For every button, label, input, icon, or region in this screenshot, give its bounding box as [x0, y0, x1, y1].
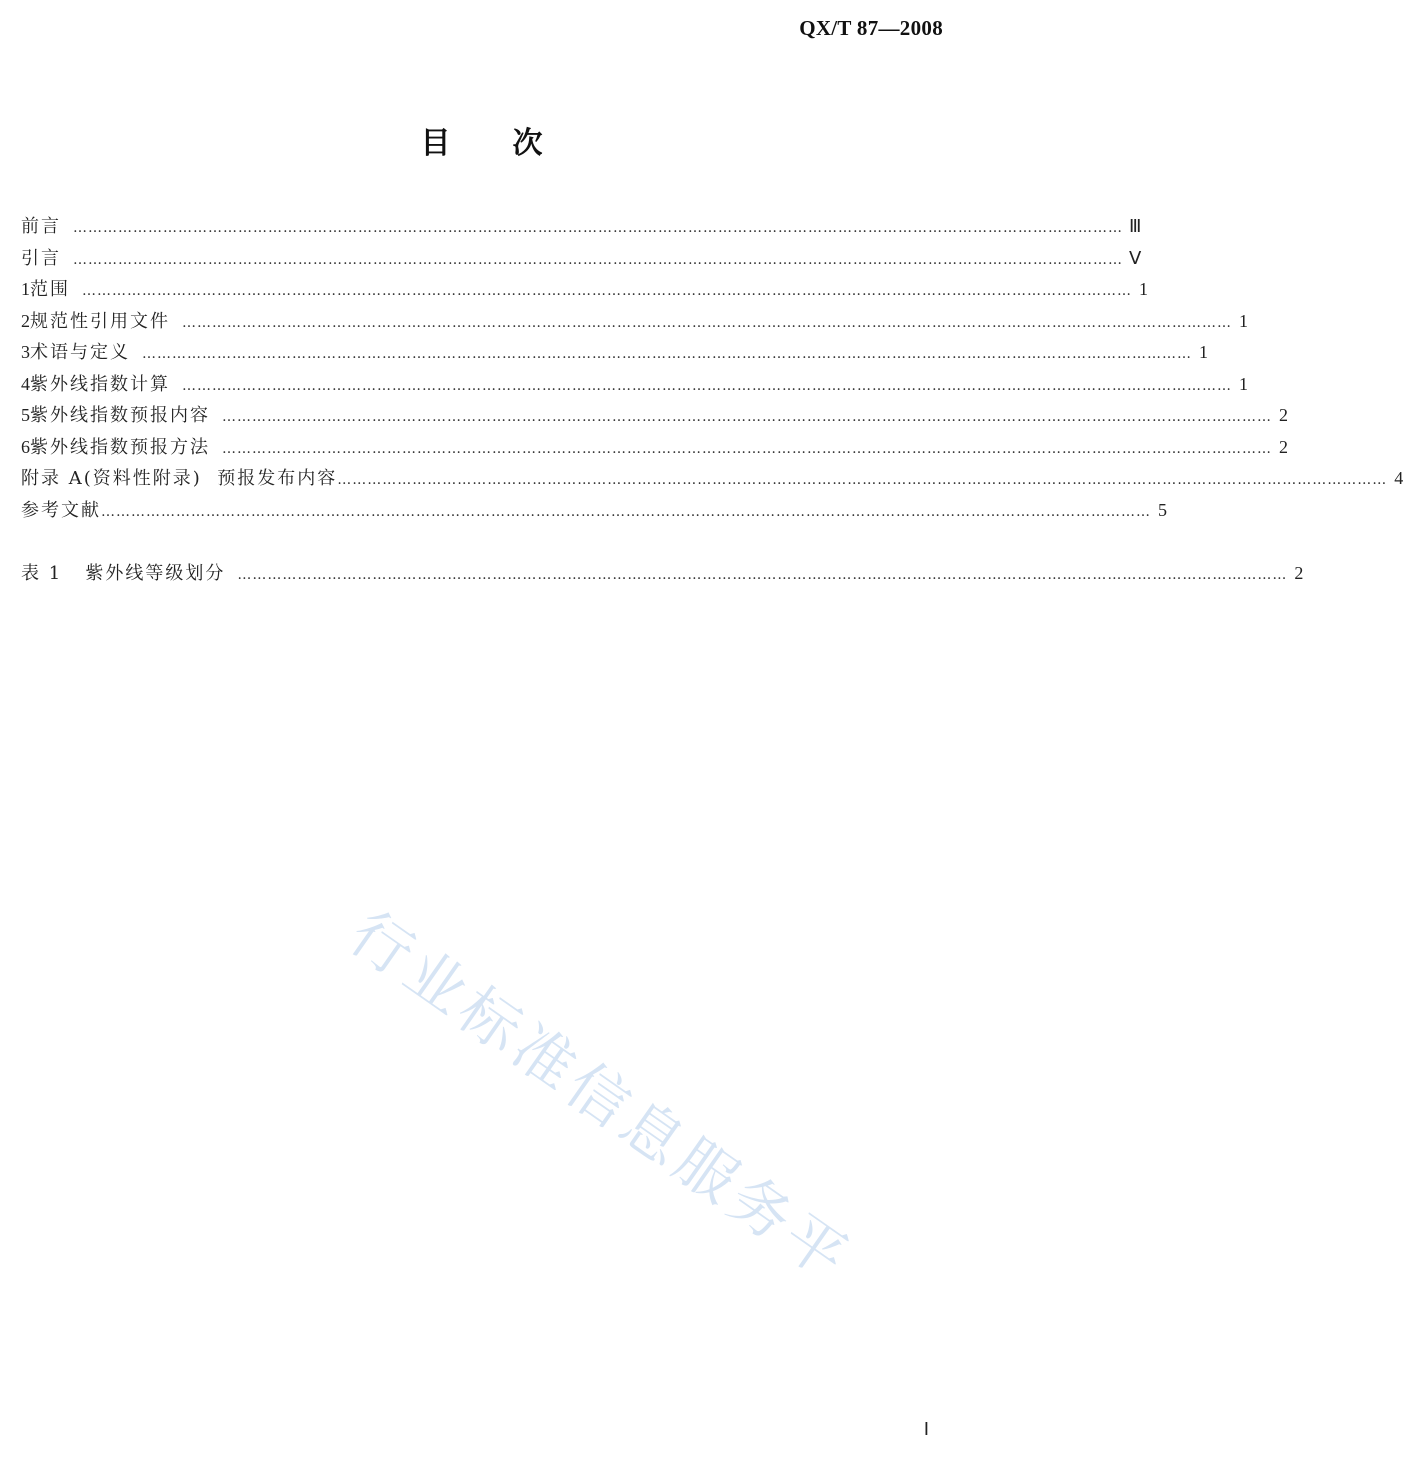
dot-leader: ………………………………………………………………………………………………………………………………………………………………………………………… — [73, 220, 1123, 236]
toc-entry-page: 5 — [1158, 499, 1167, 520]
toc-entry-normative-references[interactable] — [21, 306, 1248, 338]
toc-entry-number: 6 — [21, 436, 30, 457]
toc-entry-label: 引言 — [21, 247, 61, 269]
toc-entry-table-1[interactable] — [21, 558, 1304, 590]
toc-entry-label: 紫外线指数预报方法 — [30, 436, 210, 458]
toc-entry-page: 4 — [1394, 468, 1403, 488]
toc-entry-label: 规范性引用文件 — [30, 310, 170, 332]
toc-entry-label: 术语与定义 — [30, 342, 130, 363]
toc-entry-page: 1 — [1199, 342, 1208, 362]
toc-entry-number: 3 — [21, 342, 30, 362]
toc-entry-label: 参考文献 — [21, 499, 101, 521]
toc-entry-introduction[interactable] — [21, 243, 1142, 275]
dot-leader: ………………………………………………………………………………………………………………………………………………………………………………………… — [73, 251, 1123, 268]
toc-entry-label: 范围 — [30, 279, 70, 300]
toc-entry-forecast-method[interactable] — [21, 432, 1288, 464]
dot-leader: ………………………………………………………………………………………………………………………………………………………………………………………… — [101, 503, 1151, 520]
toc-entry-page: 2 — [1279, 436, 1288, 457]
toc-entry-page: Ⅲ — [1129, 216, 1142, 236]
toc-entry-number: 2 — [21, 310, 30, 331]
dot-leader: ………………………………………………………………………………………………………………………………………………………………………………………… — [237, 567, 1288, 583]
table-of-contents — [21, 211, 1403, 590]
dot-leader: ………………………………………………………………………………………………………………………………………………………………………………………… — [182, 314, 1232, 331]
toc-entry-number: 4 — [21, 373, 30, 394]
toc-entry-terms-definitions[interactable] — [21, 337, 1208, 369]
toc-entry-appendix-a[interactable] — [21, 463, 1403, 495]
dot-leader: ………………………………………………………………………………………………………………………………………………………………………………………… — [142, 346, 1192, 362]
toc-entry-page: 1 — [1239, 310, 1248, 331]
dot-leader: ………………………………………………………………………………………………………………………………………………………………………………………… — [337, 472, 1388, 488]
dot-leader: ………………………………………………………………………………………………………………………………………………………………………………………… — [182, 377, 1232, 394]
toc-entry-number: 1 — [21, 279, 30, 299]
toc-entry-forecast-content[interactable] — [21, 400, 1288, 432]
page-number: Ⅰ — [923, 1419, 929, 1439]
toc-entry-page: Ⅴ — [1129, 247, 1142, 268]
watermark: 行业标准信息服务平 — [337, 898, 864, 1297]
toc-entry-page: 2 — [1279, 405, 1288, 425]
toc-section-gap — [21, 526, 943, 558]
dot-leader: ………………………………………………………………………………………………………………………………………………………………………………………… — [222, 440, 1272, 457]
toc-entry-scope[interactable] — [21, 274, 1148, 306]
toc-entry-page: 2 — [1294, 563, 1304, 583]
toc-entry-foreword[interactable] — [21, 211, 1142, 243]
toc-entry-label: 附录 A(资料性附录) 预报发布内容 — [21, 468, 338, 489]
toc-entry-label: 紫外线指数计算 — [30, 373, 170, 395]
toc-entry-bibliography[interactable] — [21, 495, 1167, 527]
dot-leader: ………………………………………………………………………………………………………………………………………………………………………………………… — [222, 409, 1272, 425]
standard-code: QX/T 87—2008 — [799, 16, 943, 40]
title-part-1: 目 — [420, 126, 451, 161]
toc-entry-number: 5 — [21, 405, 30, 425]
page-title — [0, 118, 963, 162]
toc-entry-uv-index-calculation[interactable] — [21, 369, 1248, 401]
dot-leader: ………………………………………………………………………………………………………………………………………………………………………………………… — [82, 283, 1132, 299]
toc-entry-page: 1 — [1139, 279, 1148, 299]
toc-entry-label: 前言 — [21, 216, 61, 237]
toc-entry-label: 表 1 紫外线等级划分 — [21, 563, 226, 584]
toc-entry-label: 紫外线指数预报内容 — [30, 405, 210, 426]
title-part-2: 次 — [512, 126, 543, 161]
toc-entry-page: 1 — [1239, 373, 1248, 394]
